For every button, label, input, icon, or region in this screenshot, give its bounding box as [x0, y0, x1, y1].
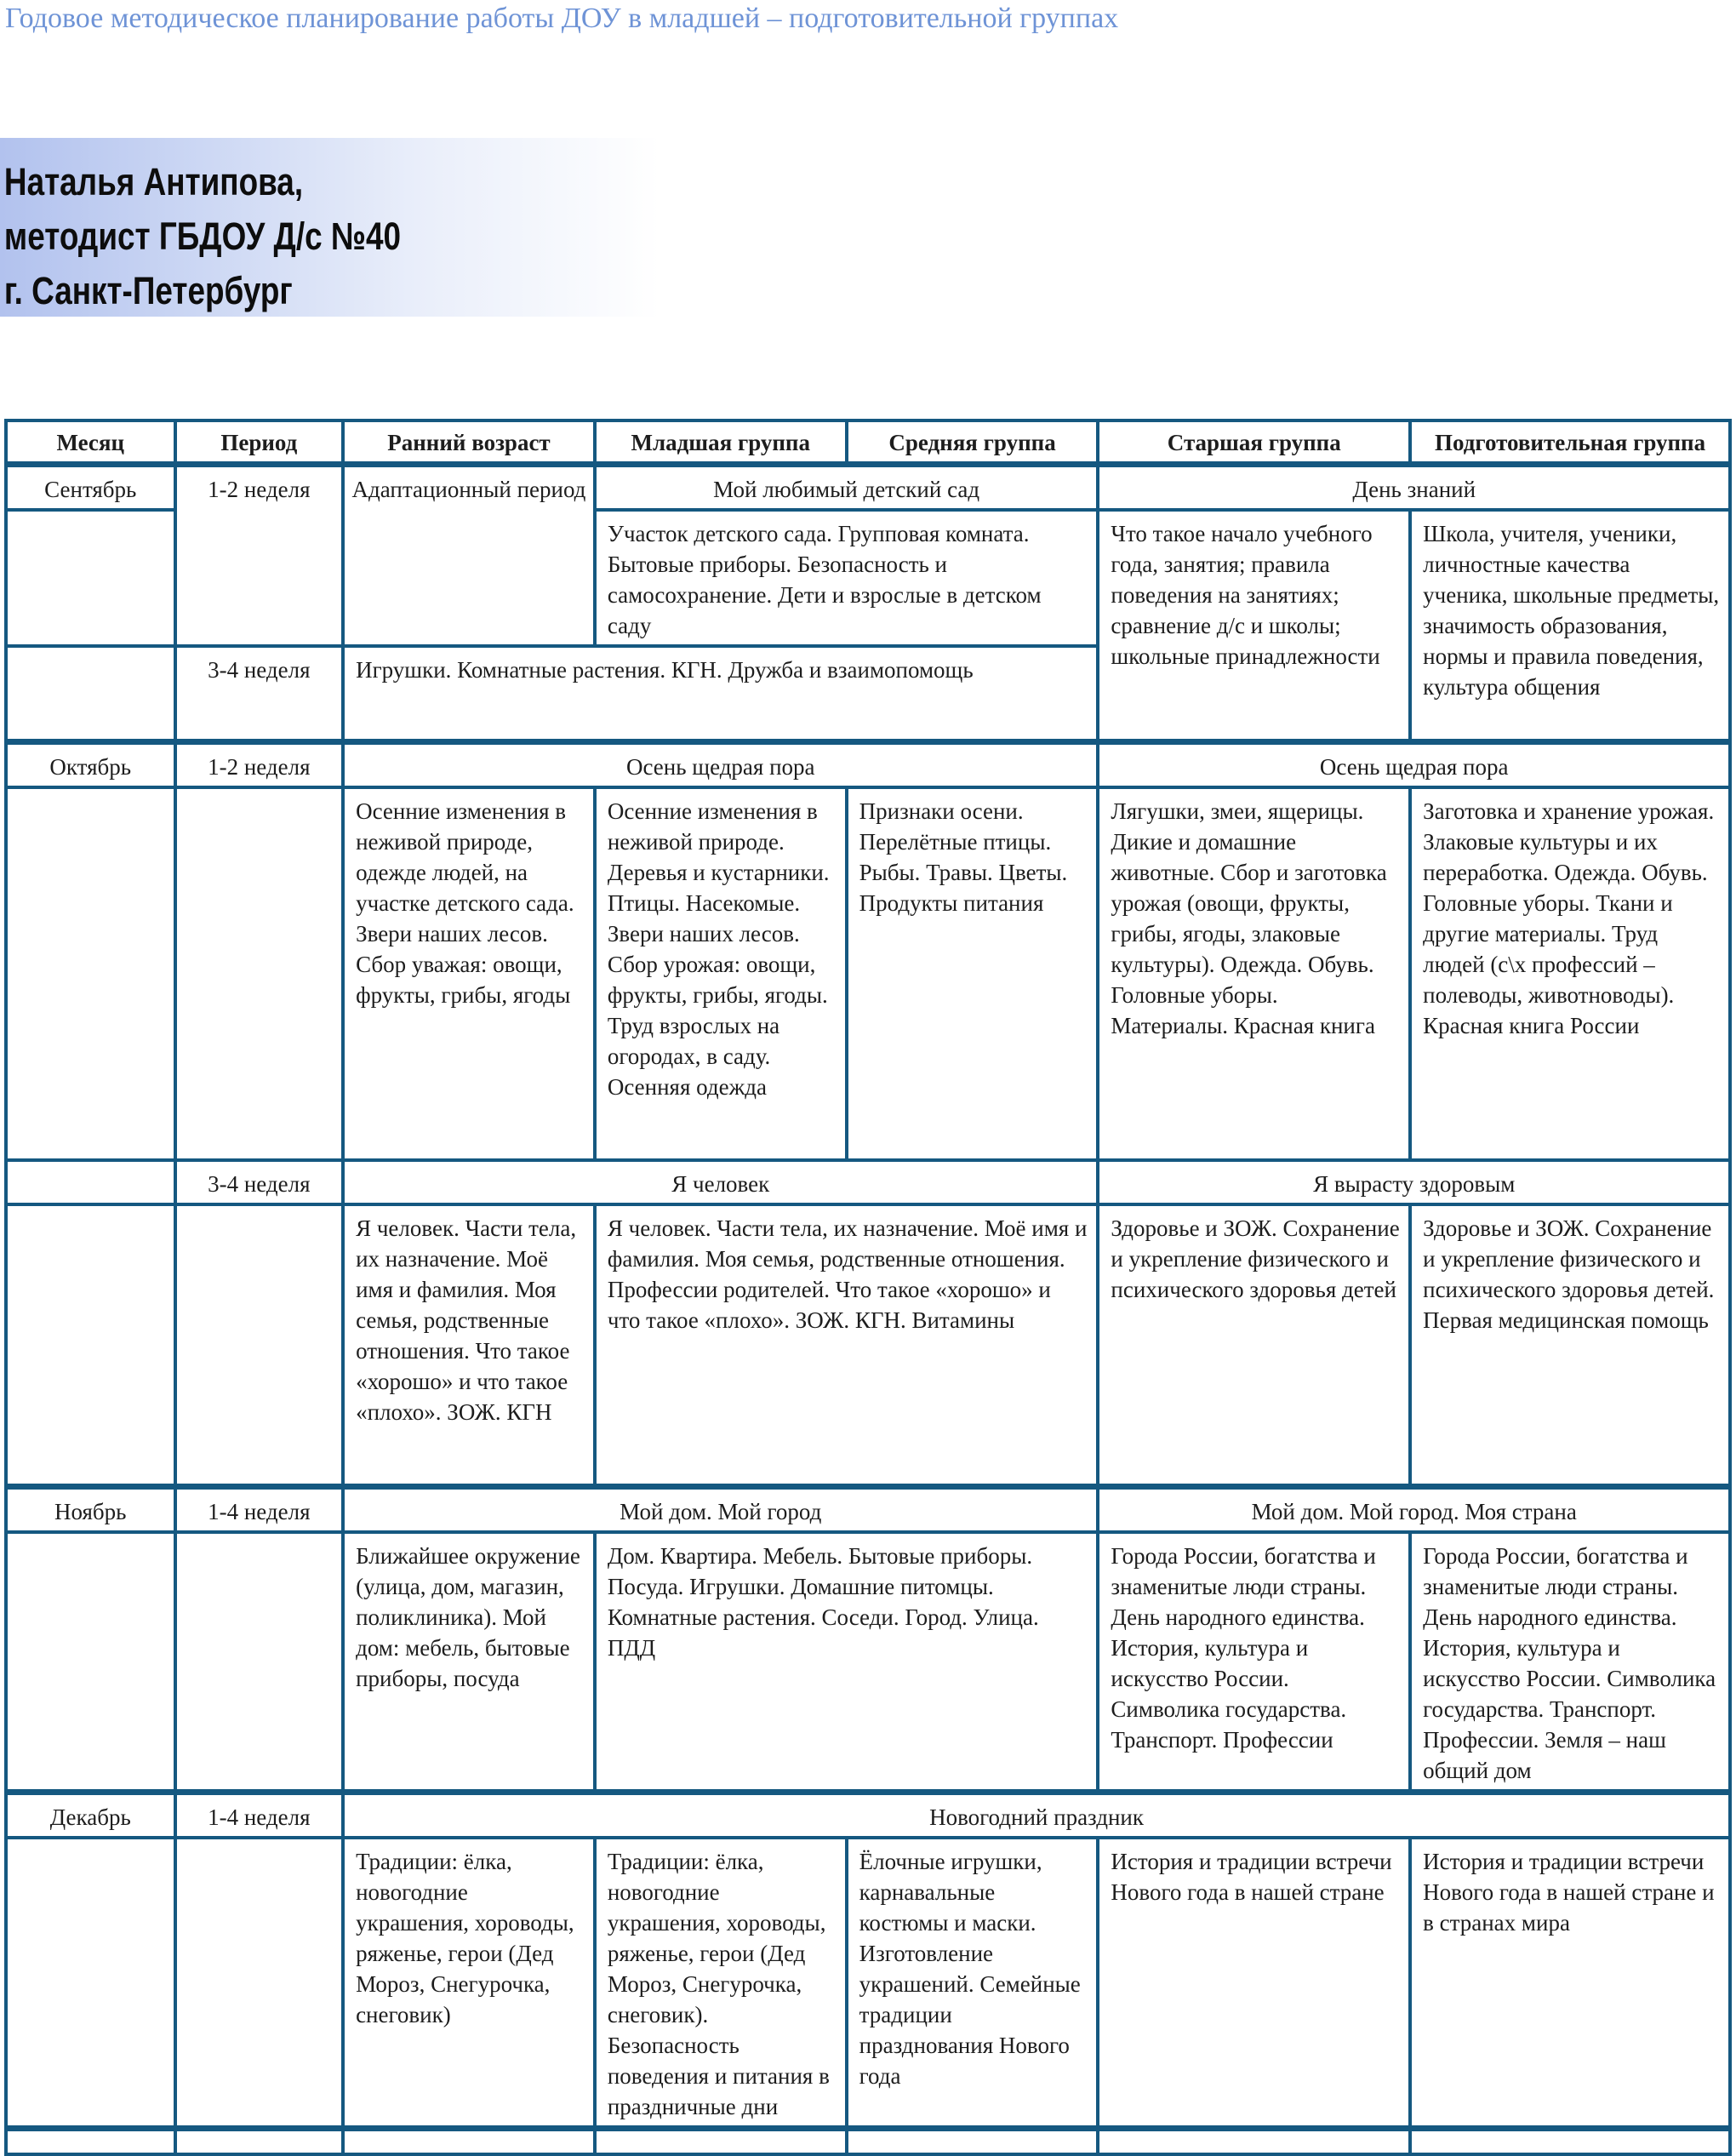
cell-december-detail-senior: История и традиции встречи Нового года в нашей стране	[1098, 1838, 1410, 2129]
cell-october-topic-healthy: Я вырасту здоровым	[1098, 1160, 1730, 1204]
cell-october-detail1-preparatory: Заготовка и хранение урожая. Злаковые культуры и их переработка. Одежда. Обувь. Головные уборы. Ткани и другие материалы. Труд людей (с\х профессий – полеводы, животноводы). Красная книга России	[1410, 787, 1730, 1160]
cell-september-early-adaptation: Адаптационный период	[343, 465, 595, 647]
cell-september-week34: 3-4 неделя	[175, 646, 344, 741]
cell-october-detail1-middle: Признаки осени. Перелётные птицы. Рыбы. Травы. Цветы. Продукты питания	[847, 787, 1099, 1160]
cell-november-topic-left: Мой дом. Мой город	[343, 1487, 1098, 1533]
cell-november-detail-preparatory: Города России, богатства и знаменитые люди страны. День народного единства. История, культура и искусство России. Символика государства. Транспорт. Профессии. Земля – наш общий дом	[1410, 1532, 1730, 1793]
cell-october-week34: 3-4 неделя	[175, 1160, 344, 1204]
cell-november-detail-senior: Города России, богатства и знаменитые люди страны. День народного единства. История, культура и искусство России. Символика государства. Транспорт. Профессии	[1098, 1532, 1410, 1793]
header-younger-group: Младшая группа	[595, 420, 847, 465]
header-senior-group: Старшая группа	[1098, 420, 1410, 465]
author-role: методист ГБДОУ Д/с №40	[3, 214, 402, 258]
cell-september-topic-knowledge-day: День знаний	[1098, 465, 1730, 511]
cell-november-detail-younger-middle: Дом. Квартира. Мебель. Бытовые приборы. Посуда. Игрушки. Домашние питомцы. Комнатные растения. Соседи. Город. Улица. ПДД	[595, 1532, 1099, 1793]
empty-cell	[6, 1838, 175, 2129]
author-text	[0, 138, 1424, 318]
empty-cell	[343, 2129, 595, 2154]
cell-october-detail1-senior: Лягушки, змеи, ящерицы. Дикие и домашние животные. Сбор и заготовка урожая (овощи, фрукты, грибы, ягоды, злаковые культуры). Одежда. Обувь. Головные уборы. Материалы. Красная книга	[1098, 787, 1410, 1160]
cell-december-month: Декабрь	[6, 1793, 175, 1839]
empty-cell	[175, 1838, 344, 2129]
empty-cell	[175, 1532, 344, 1793]
cell-december-detail-preparatory: История и традиции встречи Нового года в нашей стране и в странах мира	[1410, 1838, 1730, 2129]
page-title: Годовое методическое планирование работы ДОУ в младшей – подготовительной группах	[5, 3, 1119, 34]
cell-september-week34-topic: Игрушки. Комнатные растения. КГН. Дружба и взаимопомощь	[343, 646, 1098, 741]
empty-cell	[1098, 2129, 1410, 2154]
cell-september-week12: 1-2 неделя	[175, 465, 344, 647]
cell-november-week: 1-4 неделя	[175, 1487, 344, 1533]
cell-december-detail-middle: Ёлочные игрушки, карнавальные костюмы и маски. Изготовление украшений. Семейные традиции празднования Нового года	[847, 1838, 1099, 2129]
empty-cell	[6, 2129, 175, 2154]
empty-cell	[6, 1160, 175, 1204]
cell-december-topic-new-year: Новогодний праздник	[343, 1793, 1730, 1839]
cell-october-detail1-early: Осенние изменения в неживой природе, одежде людей, на участке детского сада. Звери наших лесов. Сбор уважая: овощи, фрукты, грибы, ягоды	[343, 787, 595, 1160]
cell-september-detail-preparatory: Школа, учителя, ученики, личностные качества ученика, школьные предметы, значимость образования, нормы и правила поведения, культура общения	[1410, 510, 1730, 741]
empty-cell	[175, 2129, 344, 2154]
cell-october-detail2-preparatory: Здоровье и ЗОЖ. Сохранение и укрепление физического и психического здоровья детей. Первая медицинская помощь	[1410, 1204, 1730, 1487]
cell-september-topic-kindergarten: Мой любимый детский сад	[595, 465, 1099, 511]
empty-cell	[6, 787, 175, 1160]
cell-october-detail2-senior: Здоровье и ЗОЖ. Сохранение и укрепление физического и психического здоровья детей	[1098, 1204, 1410, 1487]
cell-november-topic-right: Мой дом. Мой город. Моя страна	[1098, 1487, 1730, 1533]
header-early-age: Ранний возраст	[343, 420, 595, 465]
cell-october-topic-autumn-right: Осень щедрая пора	[1098, 741, 1730, 787]
cell-december-detail-early: Традиции: ёлка, новогодние украшения, хороводы, ряженье, герои (Дед Мороз, Снегурочка, снеговик)	[343, 1838, 595, 2129]
header-preparatory-group: Подготовительная группа	[1410, 420, 1730, 465]
cell-december-week: 1-4 неделя	[175, 1793, 344, 1839]
empty-cell	[6, 1204, 175, 1487]
cell-october-topic-human: Я человек	[343, 1160, 1098, 1204]
author-name: Наталья Антипова,	[3, 160, 304, 203]
cell-september-detail-younger-middle: Участок детского сада. Групповая комната. Бытовые приборы. Безопасность и самосохранение. Дети и взрослые в детском саду	[595, 510, 1099, 646]
cell-october-detail1-younger: Осенние изменения в неживой природе. Деревья и кустарники. Птицы. Насекомые. Звери наших лесов. Сбор урожая: овощи, фрукты, грибы, ягоды. Труд взрослых на огородах, в саду. Осенняя одежда	[595, 787, 847, 1160]
cell-december-detail-younger: Традиции: ёлка, новогодние украшения, хороводы, ряженье, герои (Дед Мороз, Снегурочка, снеговик). Безопасность поведения и питания в праздничные дни	[595, 1838, 847, 2129]
empty-cell	[6, 1532, 175, 1793]
cell-november-month: Ноябрь	[6, 1487, 175, 1533]
header-middle-group: Средняя группа	[847, 420, 1099, 465]
empty-cell	[847, 2129, 1099, 2154]
cell-october-detail2-early: Я человек. Части тела, их назначение. Моё имя и фамилия. Моя семья, родственные отношения. Что такое «хорошо» и что такое «плохо». ЗОЖ. КГН	[343, 1204, 595, 1487]
cell-september-detail-senior: Что такое начало учебного года, занятия; правила поведения на занятиях; сравнение д/с и школы; школьные принадлежности	[1098, 510, 1410, 741]
empty-cell	[6, 510, 175, 646]
empty-cell	[1410, 2129, 1730, 2154]
cell-october-month: Октябрь	[6, 741, 175, 787]
empty-cell	[6, 646, 175, 741]
empty-cell	[175, 1204, 344, 1487]
author-block	[0, 138, 1736, 317]
empty-cell	[175, 787, 344, 1160]
header-period: Период	[175, 420, 344, 465]
cell-october-week12: 1-2 неделя	[175, 741, 344, 787]
header-month: Месяц	[6, 420, 175, 465]
cell-september-month: Сентябрь	[6, 465, 175, 511]
author-city: г. Санкт-Петербург	[3, 269, 293, 312]
cell-november-detail-early: Ближайшее окружение (улица, дом, магазин, поликлиника). Мой дом: мебель, бытовые приборы, посуда	[343, 1532, 595, 1793]
empty-cell	[595, 2129, 847, 2154]
planning-table	[4, 419, 1732, 2156]
cell-october-detail2-younger-middle: Я человек. Части тела, их назначение. Моё имя и фамилия. Моя семья, родственные отношения. Профессии родителей. Что такое «хорошо» и что такое «плохо». ЗОЖ. КГН. Витамины	[595, 1204, 1099, 1487]
cell-october-topic-autumn-left: Осень щедрая пора	[343, 741, 1098, 787]
